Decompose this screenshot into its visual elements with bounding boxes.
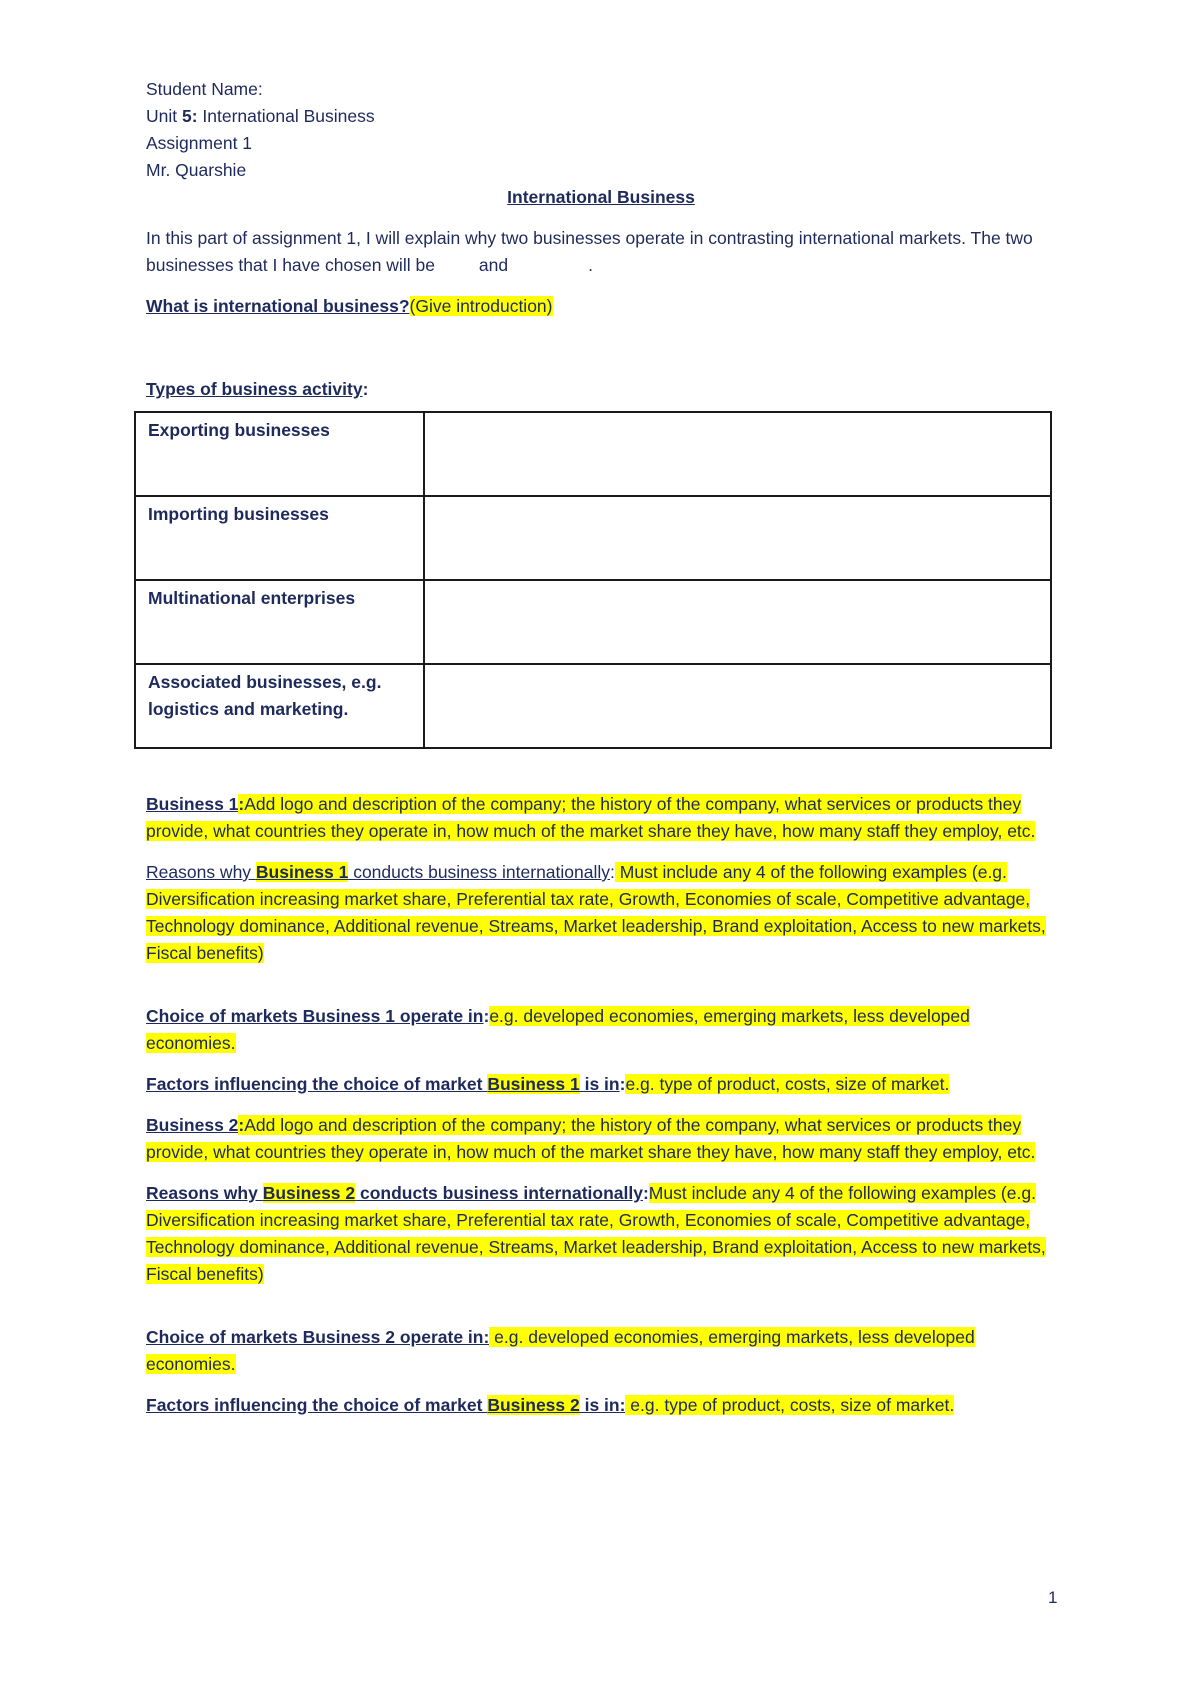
page-number: 1: [1048, 1588, 1058, 1607]
business2-description: Business 2:Add logo and description of the company; the history of the company, what services or products they provide, what countries they operate in, how much of the market share they have, how many staff they employ, etc.: [146, 1115, 1036, 1162]
business1-description: Business 1:Add logo and description of the company; the history of the company, what services or products they provide, what countries they operate in, how much of the market share they have, how many staff they employ, etc.: [146, 794, 1036, 841]
business1-factors: Factors influencing the choice of market Business 1 is in:e.g. type of product, costs, size of market.: [146, 1074, 950, 1094]
row-label-exporting: Exporting businesses: [135, 412, 424, 496]
types-heading: Types of business activity:: [146, 379, 369, 399]
teacher-name: Mr. Quarshie: [146, 160, 247, 180]
business2-reasons: Reasons why Business 2 conducts business internationally:Must include any 4 of the following examples (e.g. Diversification increasing market share, Preferential tax rate, Growth, Economies of scale, Competitive advantage, Technology dominance, Additional revenue, Streams, Market leadership, Brand exploitation, Access to new markets, Fiscal benefits): [146, 1183, 1046, 1284]
page-title: International Business: [507, 187, 695, 207]
row-value-associated[interactable]: [424, 664, 1051, 748]
row-value-multinational[interactable]: [424, 580, 1051, 664]
intro-paragraph: In this part of assignment 1, I will explain why two businesses operate in contrasting international markets. The two businesses that I have chosen will be and .: [146, 228, 1033, 275]
row-label-associated: Associated businesses, e.g. logistics and marketing.: [135, 664, 424, 748]
table-row: [135, 412, 1051, 496]
business2-factors: Factors influencing the choice of market Business 2 is in: e.g. type of product, costs, size of market.: [146, 1395, 955, 1415]
business2-choice-of-markets: Choice of markets Business 2 operate in: e.g. developed economies, emerging markets, less developed economies.: [146, 1327, 975, 1374]
business1-reasons: Reasons why Business 1 conducts business internationally: Must include any 4 of the following examples (e.g. Diversification increasing market share, Preferential tax rate, Growth, Economies of scale, Competitive advantage, Technology dominance, Additional revenue, Streams, Market leadership, Brand exploitation, Access to new markets, Fiscal benefits): [146, 862, 1046, 963]
assignment-label: Assignment 1: [146, 133, 253, 153]
business-activity-table: [134, 411, 1052, 749]
table-row: [135, 580, 1051, 664]
row-label-multinational: Multinational enterprises: [135, 580, 424, 664]
row-value-importing[interactable]: [424, 496, 1051, 580]
what-is-heading: What is international business?(Give introduction): [146, 296, 553, 316]
unit-line: Unit 5: International Business: [146, 106, 375, 126]
table-row: [135, 496, 1051, 580]
row-value-exporting[interactable]: [424, 412, 1051, 496]
document-body: [146, 76, 1056, 1419]
row-label-importing: Importing businesses: [135, 496, 424, 580]
student-name-label: Student Name:: [146, 79, 263, 99]
business1-choice-of-markets: Choice of markets Business 1 operate in:e.g. developed economies, emerging markets, less developed economies.: [146, 1006, 970, 1053]
table-row: [135, 664, 1051, 748]
